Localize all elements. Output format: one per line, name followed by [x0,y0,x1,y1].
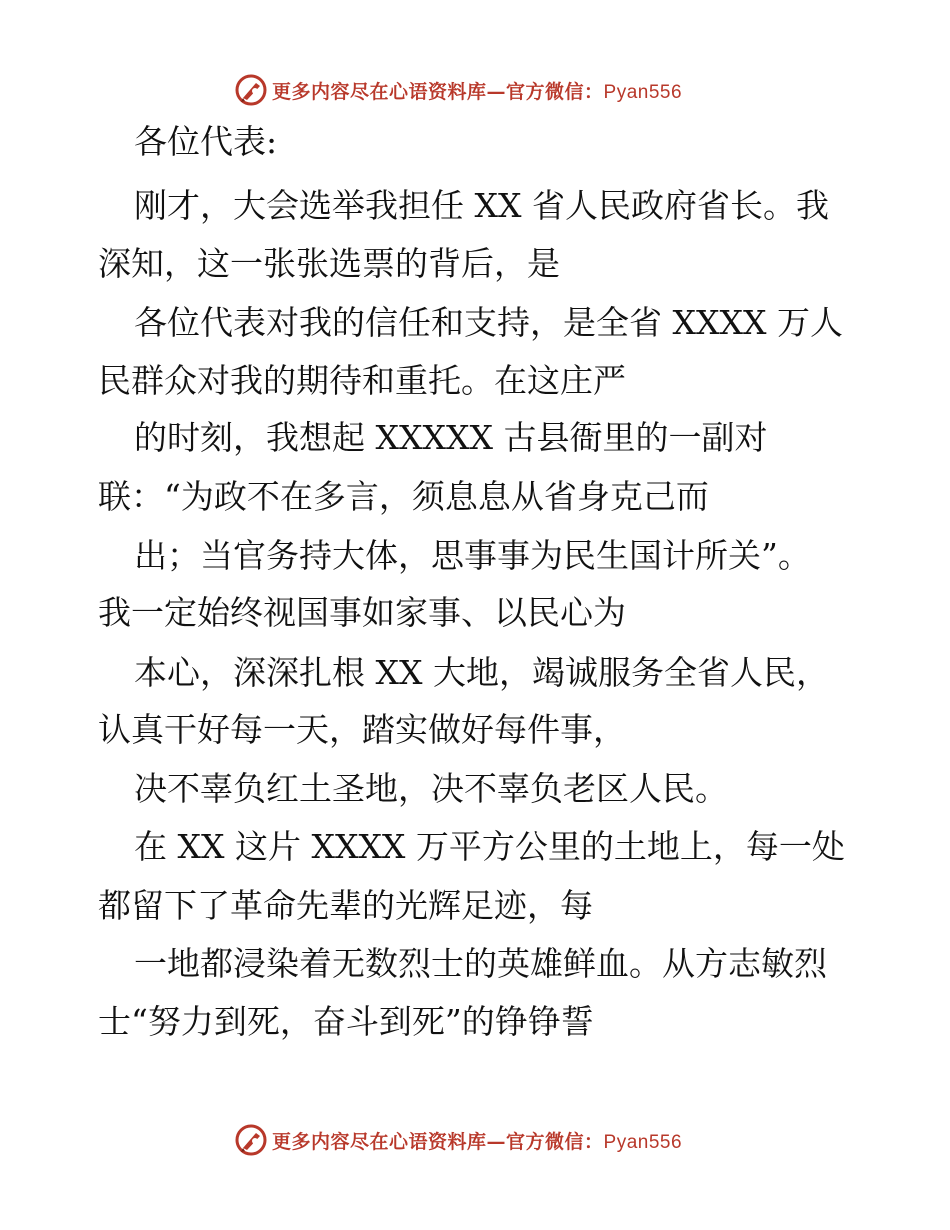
footer-banner-text: 更多内容尽在心语资料库—官方微信：Pyan556 [272,1130,683,1153]
text-line: 出；当官务持大体，思事事为民生国计所关”。 [134,536,811,575]
footer-banner [234,1120,682,1160]
text-line: 决不辜负红土圣地，决不辜负老区人民。 [134,769,728,808]
text-line: 刚才，大会选举我担任 XX 省人民政府省长。我 [134,186,829,225]
text-line: 我一定始终视国事如家事、以民心为 [98,593,626,632]
footer-banner-contact: Pyan556 [603,1131,683,1153]
pen-logo-icon [234,73,268,107]
text-line: 认真干好每一天，踏实做好每件事， [98,710,626,749]
text-line: 在 XX 这片 XXXX 万平方公里的土地上，每一处 [134,827,845,866]
header-banner-contact: Pyan556 [603,81,683,103]
header-banner-text: 更多内容尽在心语资料库—官方微信：Pyan556 [272,80,683,103]
header-banner [234,70,682,110]
text-line: 一地都浸染着无数烈士的英雄鲜血。从方志敏烈 [134,944,827,983]
text-line: 都留下了革命先辈的光辉足迹，每 [98,886,593,925]
text-line: 联：“为政不在多言，须息息从省身克己而 [98,477,709,516]
text-line: 各位代表: [134,122,278,161]
text-line: 的时刻，我想起 XXXXX 古县衙里的一副对 [134,418,768,457]
text-line: 本心，深深扎根 XX 大地，竭诚服务全省人民， [134,653,829,692]
text-line: 各位代表对我的信任和支持，是全省 XXXX 万人 [134,303,843,342]
text-line: 民群众对我的期待和重托。在这庄严 [98,361,626,400]
text-line: 士“努力到死，奋斗到死”的铮铮誓 [98,1002,594,1041]
pen-logo-icon [234,1123,268,1157]
text-line: 深知，这一张张选票的背后，是 [98,244,560,283]
